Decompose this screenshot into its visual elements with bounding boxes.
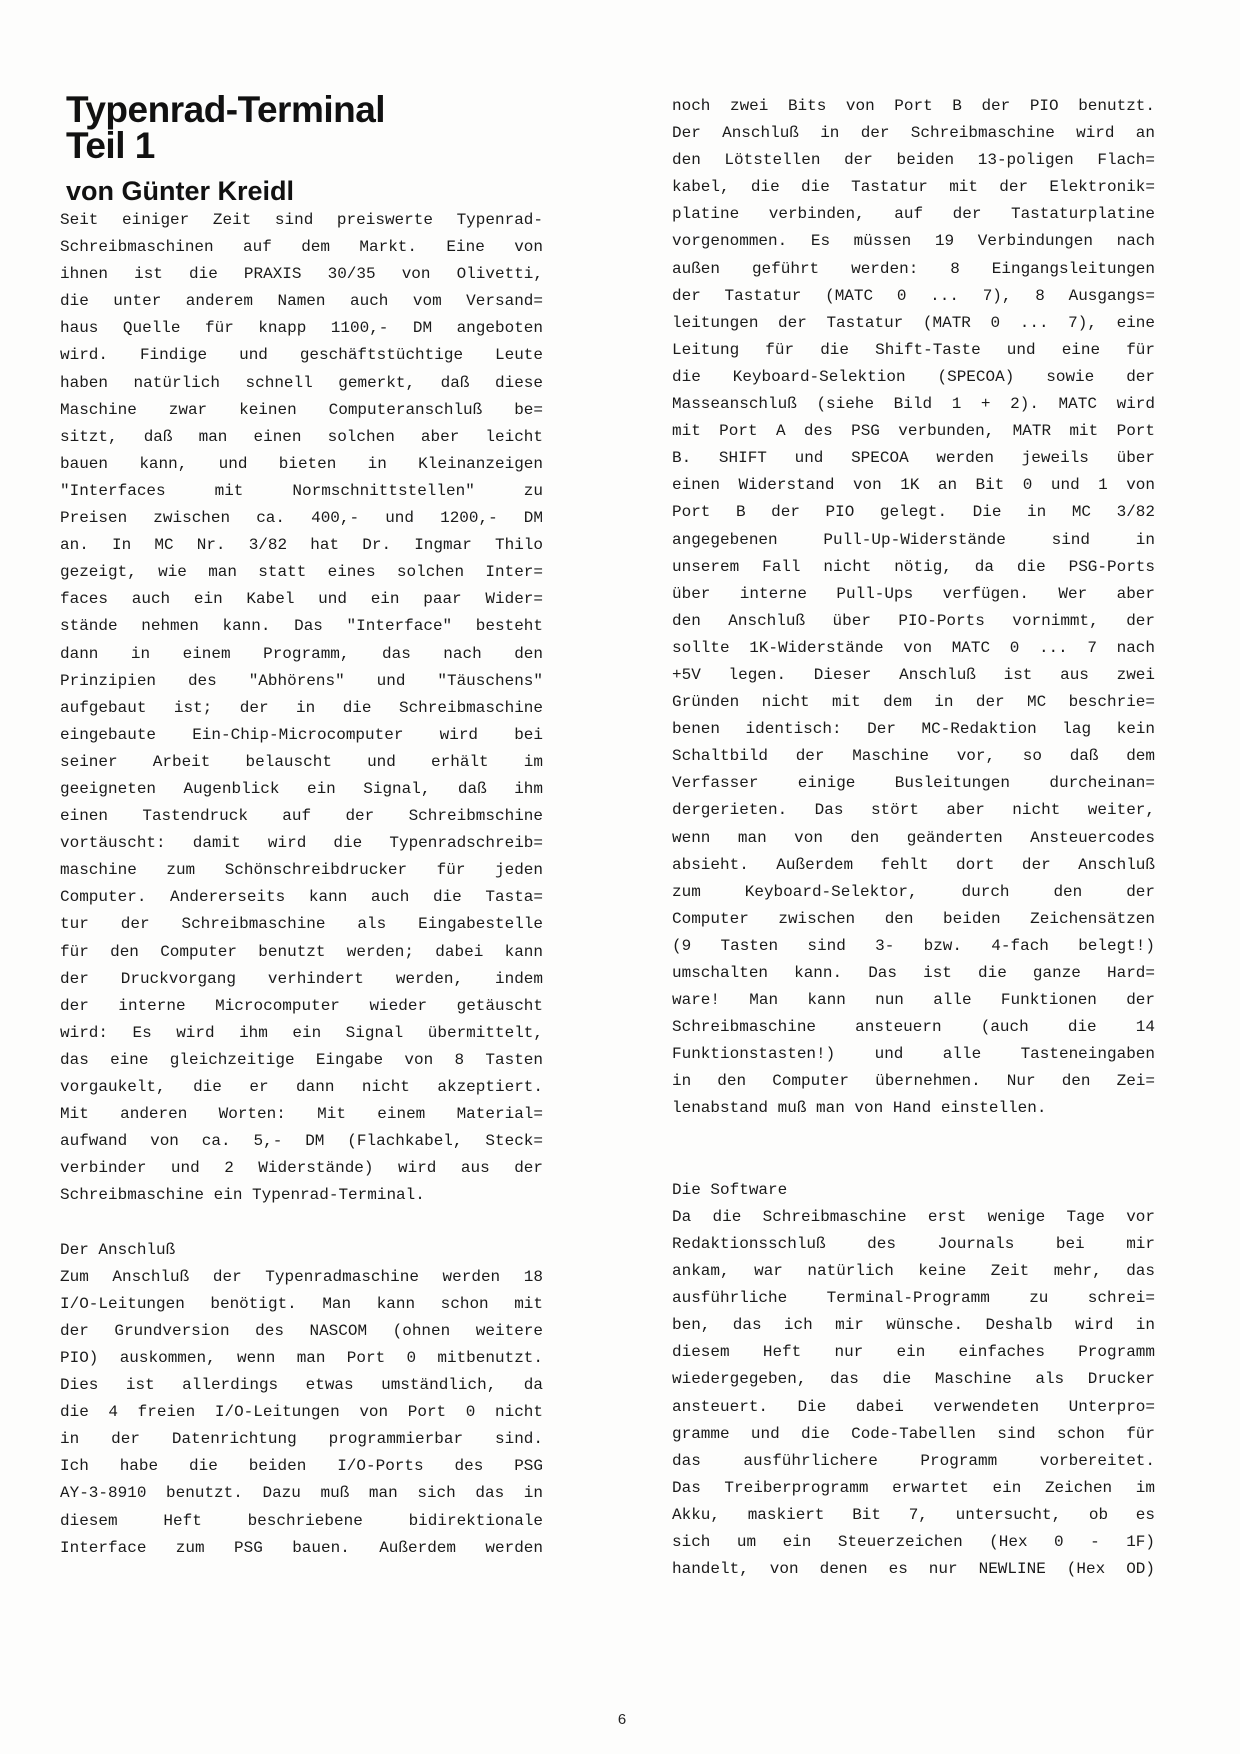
text-line: B. SHIFT und SPECOA werden jeweils über <box>672 449 1155 468</box>
article-title <box>66 89 626 166</box>
text-line: faces auch ein Kabel und ein paar Wider= <box>60 590 543 609</box>
text-line: PIO) auskommen, wenn man Port 0 mitbenutzt. <box>60 1348 543 1367</box>
paragraph-gap <box>60 1209 543 1236</box>
text-line: wird: Es wird ihm ein Signal übermittelt, <box>60 1023 543 1042</box>
paragraph-gap <box>672 1150 1155 1177</box>
text-line: Akku, maskiert Bit 7, untersucht, ob es <box>672 1505 1155 1524</box>
page-number: 6 <box>617 1712 627 1729</box>
paragraph-gap <box>672 1123 1155 1150</box>
text-line: absieht. Außerdem fehlt dort der Anschluß <box>672 855 1155 874</box>
text-line: einen Tastendruck auf der Schreibmschine <box>60 807 543 826</box>
text-line: Schaltbild der Maschine vor, so daß dem <box>672 747 1155 766</box>
text-line: außen geführt werden: 8 Eingangsleitungen <box>672 259 1155 278</box>
text-line: sollte 1K-Widerstände von MATC 0 ... 7 nach <box>672 638 1155 657</box>
text-line: geeigneten Augenblick ein Signal, daß ihm <box>60 779 543 798</box>
continued-paragraph <box>672 93 1155 1123</box>
text-line: umschalten kann. Das ist die ganze Hard= <box>672 964 1155 982</box>
text-line: für den Computer benutzt werden; dabei kann <box>60 942 543 961</box>
text-line: wiedergegeben, das die Maschine als Drucker <box>672 1370 1155 1389</box>
text-line: ware! Man kann nun alle Funktionen der <box>672 991 1155 1010</box>
text-line: den Anschluß über PIO-Ports vornimmt, der <box>672 611 1155 630</box>
text-line: kabel, die die Tastatur mit der Elektronik= <box>672 178 1155 197</box>
text-line: platine verbinden, auf der Tastaturplatine <box>672 205 1155 224</box>
right-column <box>672 93 1155 1583</box>
text-line: Ich habe die beiden I/O-Ports des PSG <box>60 1457 543 1476</box>
text-line: dann in einem Programm, das nach den <box>60 644 543 663</box>
text-line: vorgenommen. Es müssen 19 Verbindungen nach <box>672 232 1155 251</box>
text-line: sich um ein Steuerzeichen (Hex 0 - 1F) <box>672 1532 1155 1551</box>
text-line: an. In MC Nr. 3/82 hat Dr. Ingmar Thilo <box>60 536 543 555</box>
text-line: in der Datenrichtung programmierbar sind. <box>60 1430 543 1449</box>
text-line: das eine gleichzeitige Eingabe von 8 Tasten <box>60 1050 543 1069</box>
text-line: sitzt, daß man einen solchen aber leicht <box>60 427 543 446</box>
text-line: aufgebaut ist; der in die Schreibmaschine <box>60 698 543 717</box>
section-heading-software: Die Software <box>672 1180 788 1199</box>
text-line: Leitung für die Shift-Taste und eine für <box>672 340 1155 359</box>
text-line: maschine zum Schönschreibdrucker für jeden <box>60 861 543 880</box>
text-line: ben, das ich mir wünsche. Deshalb wird in <box>672 1316 1155 1335</box>
text-line: der Druckvorgang verhindert werden, indem <box>60 969 543 988</box>
text-line: tur der Schreibmaschine als Eingabestelle <box>60 915 543 934</box>
text-line: Masseanschluß (siehe Bild 1 + 2). MATC wird <box>672 395 1155 414</box>
text-line: "Interfaces mit Normschnittstellen" zu <box>60 481 543 500</box>
text-line: Verfasser einige Busleitungen durcheinan= <box>672 774 1155 793</box>
text-line: haus Quelle für knapp 1100,- DM angeboten <box>60 319 543 338</box>
text-line: noch zwei Bits von Port B der PIO benutzt. <box>672 97 1155 115</box>
text-line: handelt, von denen es nur NEWLINE (Hex OD) <box>672 1560 1155 1579</box>
text-line: Der Anschluß in der Schreibmaschine wird an <box>672 124 1155 143</box>
text-line: diesem Heft nur ein einfaches Programm <box>672 1343 1155 1362</box>
text-line: vortäuscht: damit wird die Typenradschreib= <box>60 834 543 853</box>
text-line: leitungen der Tastatur (MATR 0 ... 7), eine <box>672 313 1155 332</box>
text-line: AY-3-8910 benutzt. Dazu muß man sich das in <box>60 1484 543 1503</box>
text-line: Zum Anschluß der Typenradmaschine werden 18 <box>60 1267 543 1286</box>
text-line: Computer. Andererseits kann auch die Tasta= <box>60 888 543 907</box>
text-line: vorgaukelt, die er dann nicht akzeptiert. <box>60 1078 543 1096</box>
text-line: die unter anderem Namen auch vom Versand= <box>60 292 543 311</box>
anschluss-paragraph <box>60 1264 543 1562</box>
text-line: I/O-Leitungen benötigt. Man kann schon mit <box>60 1294 543 1313</box>
text-line: unserem Fall nicht nötig, da die PSG-Ports <box>672 557 1155 576</box>
text-line: (9 Tasten sind 3- bzw. 4-fach belegt!) <box>672 936 1155 955</box>
text-line: Computer zwischen den beiden Zeichensätzen <box>672 909 1155 928</box>
intro-paragraph <box>60 207 543 1209</box>
text-line: die Keyboard-Selektion (SPECOA) sowie der <box>672 367 1155 386</box>
text-line: angegebenen Pull-Up-Widerstände sind in <box>672 530 1155 549</box>
left-column <box>60 207 543 1562</box>
text-line: Da die Schreibmaschine erst wenige Tage vor <box>672 1207 1155 1226</box>
text-line: seiner Arbeit belauscht und erhält im <box>60 752 543 771</box>
text-line: haben natürlich schnell gemerkt, daß diese <box>60 373 543 392</box>
text-line: ausführliche Terminal-Programm zu schrei= <box>672 1289 1155 1308</box>
text-line: eingebaute Ein-Chip-Microcomputer wird bei <box>60 725 543 744</box>
text-line: wird. Findige und geschäftstüchtige Leute <box>60 346 543 365</box>
title-line-1: Typenrad-Terminal <box>66 89 386 130</box>
text-line: ihnen ist die PRAXIS 30/35 von Olivetti, <box>60 265 543 284</box>
text-line: verbinder und 2 Widerstände) wird aus der <box>60 1159 543 1178</box>
text-line: Schreibmaschinen auf dem Markt. Eine von <box>60 238 543 257</box>
text-line: gramme und die Code-Tabellen sind schon für <box>672 1424 1155 1443</box>
text-line: zum Keyboard-Selektor, durch den der <box>672 882 1155 901</box>
text-line: Schreibmaschine ein Typenrad-Terminal. <box>60 1186 425 1205</box>
text-line: Prinzipien des "Abhörens" und "Täuschens" <box>60 671 543 690</box>
text-line: stände nehmen kann. Das "Interface" besteht <box>60 617 543 636</box>
title-line-2: Teil 1 <box>66 125 155 166</box>
text-line: Dies ist allerdings etwas umständlich, da <box>60 1376 543 1395</box>
text-line: +5V legen. Dieser Anschluß ist aus zwei <box>672 665 1155 684</box>
text-line: Funktionstasten!) und alle Tasteneingaben <box>672 1045 1155 1064</box>
text-line: Gründen nicht mit dem in der MC beschrie= <box>672 693 1155 712</box>
text-line: mit Port A des PSG verbunden, MATR mit Port <box>672 422 1155 441</box>
text-line: die 4 freien I/O-Leitungen von Port 0 nicht <box>60 1403 543 1422</box>
text-line: das ausführlichere Programm vorbereitet. <box>672 1451 1155 1470</box>
text-line: den Lötstellen der beiden 13-poligen Flach= <box>672 151 1155 170</box>
text-line: Redaktionsschluß des Journals bei mir <box>672 1234 1155 1253</box>
text-line: Das Treiberprogramm erwartet ein Zeichen im <box>672 1478 1155 1497</box>
text-line: dergerieten. Das stört aber nicht weiter, <box>672 801 1155 820</box>
text-line: der interne Microcomputer wieder getäuscht <box>60 996 543 1015</box>
text-line: Preisen zwischen ca. 400,- und 1200,- DM <box>60 509 543 528</box>
text-line: Mit anderen Worten: Mit einem Material= <box>60 1105 543 1124</box>
text-line: Maschine zwar keinen Computeranschluß be= <box>60 400 543 419</box>
text-line: ansteuert. Die dabei verwendeten Unterpro= <box>672 1397 1155 1416</box>
text-line: aufwand von ca. 5,- DM (Flachkabel, Steck= <box>60 1132 543 1151</box>
text-line: Schreibmaschine ansteuern (auch die 14 <box>672 1018 1155 1037</box>
text-line: über interne Pull-Ups verfügen. Wer aber <box>672 584 1155 603</box>
text-line: Port B der PIO gelegt. Die in MC 3/82 <box>672 503 1155 522</box>
text-line: lenabstand muß man von Hand einstellen. <box>672 1099 1047 1118</box>
section-heading-anschluss: Der Anschluß <box>60 1240 176 1259</box>
author-byline: von Günter Kreidl <box>66 176 295 206</box>
text-line: bauen kann, und bieten in Kleinanzeigen <box>60 454 543 473</box>
text-line: Seit einiger Zeit sind preiswerte Typenrad- <box>60 211 543 229</box>
text-line: diesem Heft beschriebene bidirektionale <box>60 1511 543 1530</box>
text-line: gezeigt, wie man statt eines solchen Inter= <box>60 563 543 582</box>
text-line: Interface zum PSG bauen. Außerdem werden <box>60 1538 543 1557</box>
software-paragraph <box>672 1204 1155 1583</box>
text-line: benen identisch: Der MC-Redaktion lag kein <box>672 720 1155 739</box>
text-line: ankam, war natürlich keine Zeit mehr, das <box>672 1262 1155 1281</box>
text-line: einen Widerstand von 1K an Bit 0 und 1 von <box>672 476 1155 495</box>
text-line: der Grundversion des NASCOM (ohnen weitere <box>60 1321 543 1340</box>
text-line: der Tastatur (MATC 0 ... 7), 8 Ausgangs= <box>672 286 1155 305</box>
text-line: in den Computer übernehmen. Nur den Zei= <box>672 1072 1155 1091</box>
text-line: wenn man von den geänderten Ansteuercodes <box>672 828 1155 847</box>
